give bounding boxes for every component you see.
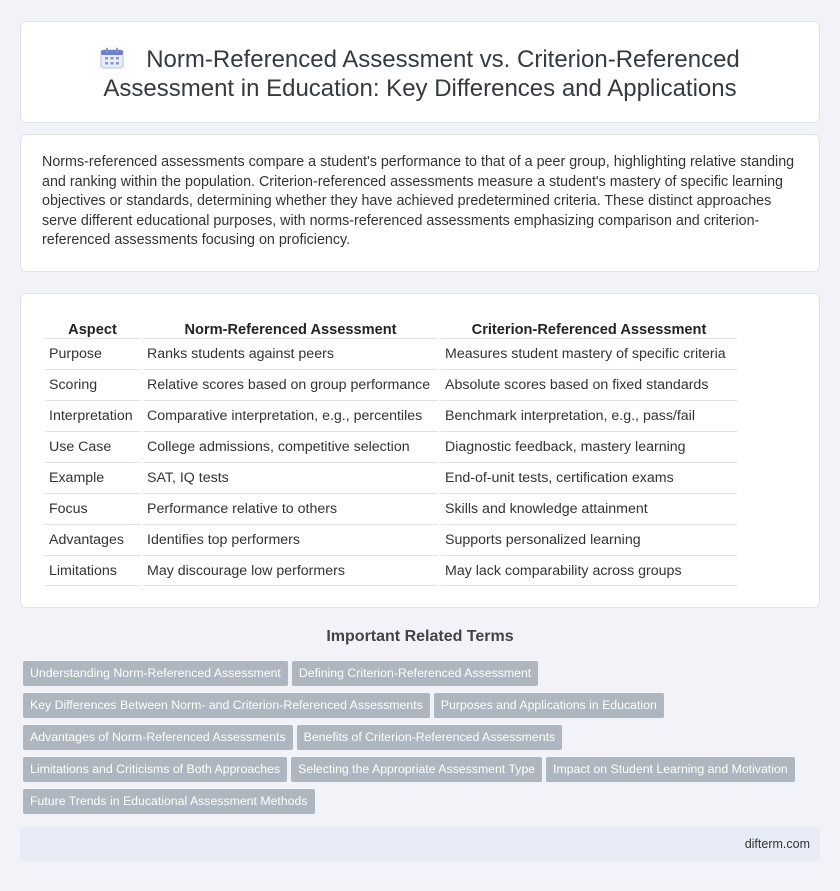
header-aspect: Aspect	[68, 322, 117, 338]
cell-criterion: Benchmark interpretation, e.g., pass/fail	[441, 400, 737, 431]
cell-aspect: Advantages	[45, 524, 140, 555]
table-row	[45, 524, 737, 555]
cell-norm: Identifies top performers	[143, 524, 438, 555]
cell-norm: College admissions, competitive selection	[143, 431, 438, 462]
cell-norm: SAT, IQ tests	[143, 462, 438, 493]
table-row	[45, 369, 737, 400]
cell-criterion: Skills and knowledge attainment	[441, 493, 737, 524]
cell-criterion: Absolute scores based on fixed standards	[441, 369, 737, 400]
cell-norm: Performance relative to others	[143, 493, 438, 524]
cell-criterion: Measures student mastery of specific criteria	[441, 338, 737, 369]
related-term-tag[interactable]: Purposes and Applications in Education	[434, 693, 664, 718]
related-term-tag[interactable]: Key Differences Between Norm- and Criterion-Referenced Assessments	[23, 693, 430, 718]
comparison-card	[20, 293, 820, 608]
related-term-tag[interactable]: Understanding Norm-Referenced Assessment	[23, 661, 288, 686]
related-term-tag[interactable]: Benefits of Criterion-Referenced Assessments	[297, 725, 563, 750]
footer-site-link[interactable]: difterm.com	[744, 837, 810, 851]
title-card	[20, 21, 820, 123]
table-row	[45, 462, 737, 493]
related-term-tag[interactable]: Future Trends in Educational Assessment Methods	[23, 789, 315, 814]
cell-norm: May discourage low performers	[143, 555, 438, 586]
table-row	[45, 338, 737, 369]
table-header-row	[45, 316, 737, 338]
header-criterion: Criterion-Referenced Assessment	[471, 322, 707, 338]
cell-aspect: Interpretation	[45, 400, 140, 431]
cell-aspect: Limitations	[45, 555, 140, 586]
comparison-table	[42, 316, 740, 586]
related-terms-heading: Important Related Terms	[326, 628, 514, 645]
cell-criterion: May lack comparability across groups	[441, 555, 737, 586]
cell-aspect: Scoring	[45, 369, 140, 400]
intro-paragraph: Norms-referenced assessments compare a student's performance to that of a peer group, highlighting relative standing and ranking within the population. Criterion-referenced assessments measure a student's mastery of specific learning objectives or standards, determining whether they have achieved predetermined criteria. These distinct approaches serve different educational purposes, with norms-referenced assessments emphasizing comparison and criterion-referenced assessments focusing on proficiency.	[42, 154, 795, 248]
calendar-icon	[100, 47, 124, 69]
related-term-tag[interactable]: Limitations and Criticisms of Both Approaches	[23, 757, 287, 782]
related-term-tag[interactable]: Impact on Student Learning and Motivation	[546, 757, 794, 782]
table-row	[45, 555, 737, 586]
cell-norm: Ranks students against peers	[143, 338, 438, 369]
cell-norm: Relative scores based on group performance	[143, 369, 438, 400]
cell-aspect: Focus	[45, 493, 140, 524]
cell-criterion: Diagnostic feedback, mastery learning	[441, 431, 737, 462]
cell-criterion: End-of-unit tests, certification exams	[441, 462, 737, 493]
related-term-tag[interactable]: Advantages of Norm-Referenced Assessments	[23, 725, 293, 750]
cell-norm: Comparative interpretation, e.g., percentiles	[143, 400, 438, 431]
intro-card	[20, 134, 820, 272]
table-row	[45, 431, 737, 462]
page-title	[61, 45, 779, 103]
cell-aspect: Use Case	[45, 431, 140, 462]
table-row	[45, 400, 737, 431]
cell-criterion: Supports personalized learning	[441, 524, 737, 555]
cell-aspect: Purpose	[45, 338, 140, 369]
related-terms-list	[23, 661, 813, 821]
related-term-tag[interactable]: Selecting the Appropriate Assessment Type	[291, 757, 542, 782]
header-norm: Norm-Referenced Assessment	[184, 322, 397, 338]
cell-aspect: Example	[45, 462, 140, 493]
footer	[20, 827, 820, 861]
table-row	[45, 493, 737, 524]
related-term-tag[interactable]: Defining Criterion-Referenced Assessment	[292, 661, 538, 686]
page-title-text: Norm-Referenced Assessment vs. Criterion-Referenced Assessment in Education: Key Differences and Applications	[103, 46, 740, 102]
